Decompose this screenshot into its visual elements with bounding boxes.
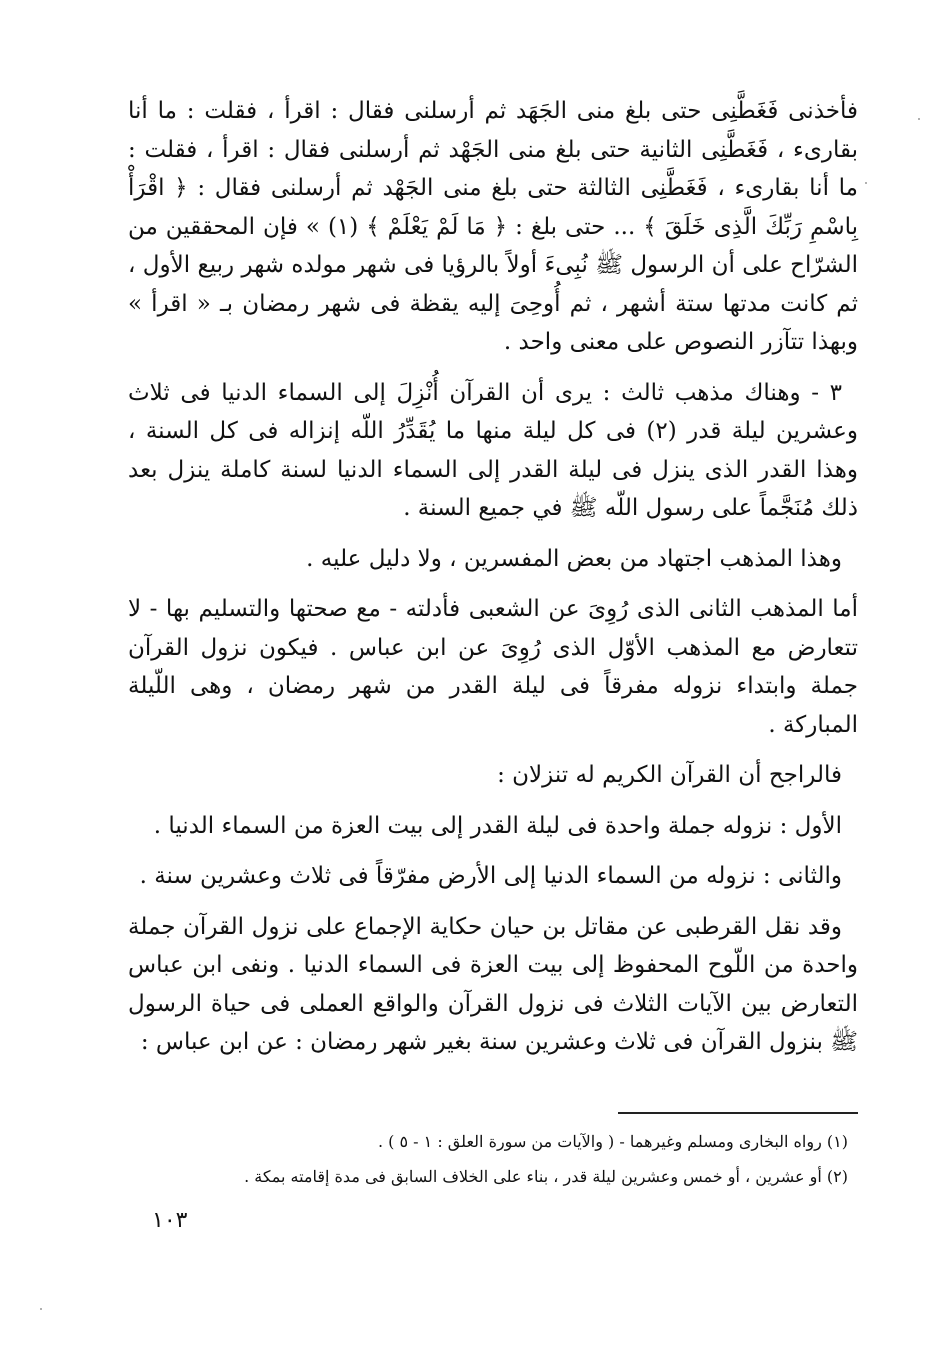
paragraph-1: فأخذنى فَغَطَّنِى حتى بلغ منى الجَهَد ثم أرسلنى فقال : اقرأ ، فقلت : ما أنا بقارىء ، فَغَطَّنِى الثانية حتى بلغ منى الجَهْد ثم أرسلنى فقال : اقرأ ، فقلت : ما أنا بقارىء ، فَغَطَّنِى الثالثة حتى بلغ منى الجَهْد ثم أرسلنى فقال : ﴿ اقْرَأْ بِاسْمِ رَبِّكَ الَّذِى خَلَقَ ﴾ ... حتى بلغ : ﴿ مَا لَمْ يَعْلَمْ ﴾ (١) » فإن المحققين من الشرّاح على أن الرسول ﷺ نُبِىءَ أولاً بالرؤيا فى شهر مولده شهر ربيع الأول ، ثم كانت مدتها ستة أشهر ، ثم أُوحِىَ إليه يقظة فى شهر رمضان بـ « اقرأ » وبهذا تتآزر النصوص على معنى واحد . xyxy=(128,98,858,355)
paragraph-5: فالراجح أن القرآن الكريم له تنزلان : xyxy=(497,762,842,788)
footnotes xyxy=(128,1124,848,1194)
page-number: ١٠٣ xyxy=(152,1208,188,1233)
scan-speck xyxy=(40,1308,42,1310)
footnote-2: (٢) أو عشرين ، أو خمس وعشرين ليلة قدر ، بناء على الخلاف السابق فى مدة إقامته بمكة . xyxy=(244,1167,848,1186)
paragraph-2: ٣ - وهناك مذهب ثالث : يرى أن القرآن أُنْزِلَ إلى السماء الدنيا فى ثلاث وعشرين ليلة قدر (٢) فى كل ليلة منها ما يُقَدِّرُ اللّه إنزاله فى كل السنة ، وهذا القدر الذى ينزل فى ليلة القدر إلى السماء الدنيا لسنة كاملة ينزل بعد ذلك مُنَجَّماً على رسول اللّه ﷺ في جميع السنة . xyxy=(128,379,858,521)
paragraph-6: الأول : نزوله جملة واحدة فى ليلة القدر إلى بيت العزة من السماء الدنيا . xyxy=(153,812,842,839)
main-text xyxy=(128,92,858,1074)
paragraph-3: وهذا المذهب اجتهاد من بعض المفسرين ، ولا دليل عليه . xyxy=(306,545,842,572)
paragraph-4: أما المذهب الثانى الذى رُوِىَ عن الشعبى فأدلته - مع صحتها والتسليم بها - لا تتعارض مع المذهب الأوّل الذى رُوِىَ عن ابن عباس . فيكون نزول القرآن جملة وابتداء نزوله مفرقاً فى ليلة القدر من شهر رمضان ، وهى اللّيلة المباركة . xyxy=(128,596,858,738)
paragraph-7: والثانى : نزوله من السماء الدنيا إلى الأرض مفرّقاً فى ثلاث وعشرين سنة . xyxy=(139,863,842,889)
scan-speck xyxy=(865,182,867,184)
footnote-1: (١) رواه البخارى ومسلم وغيرهما - ( والآيات من سورة العلق : ١ - ٥ ) . xyxy=(377,1132,848,1151)
footnote-divider xyxy=(618,1112,858,1114)
paragraph-8: وقد نقل القرطبى عن مقاتل بن حيان حكاية الإجماع على نزول القرآن جملة واحدة من اللّوح المحفوظ إلى بيت العزة فى السماء الدنيا . ونفى ابن عباس التعارض بين الآيات الثلاث فى نزول القرآن والواقع العملى فى حياة الرسول ﷺ بنزول القرآن فى ثلاث وعشرين سنة بغير شهر رمضان : عن ابن عباس : xyxy=(128,913,858,1055)
scan-speck xyxy=(918,118,920,120)
